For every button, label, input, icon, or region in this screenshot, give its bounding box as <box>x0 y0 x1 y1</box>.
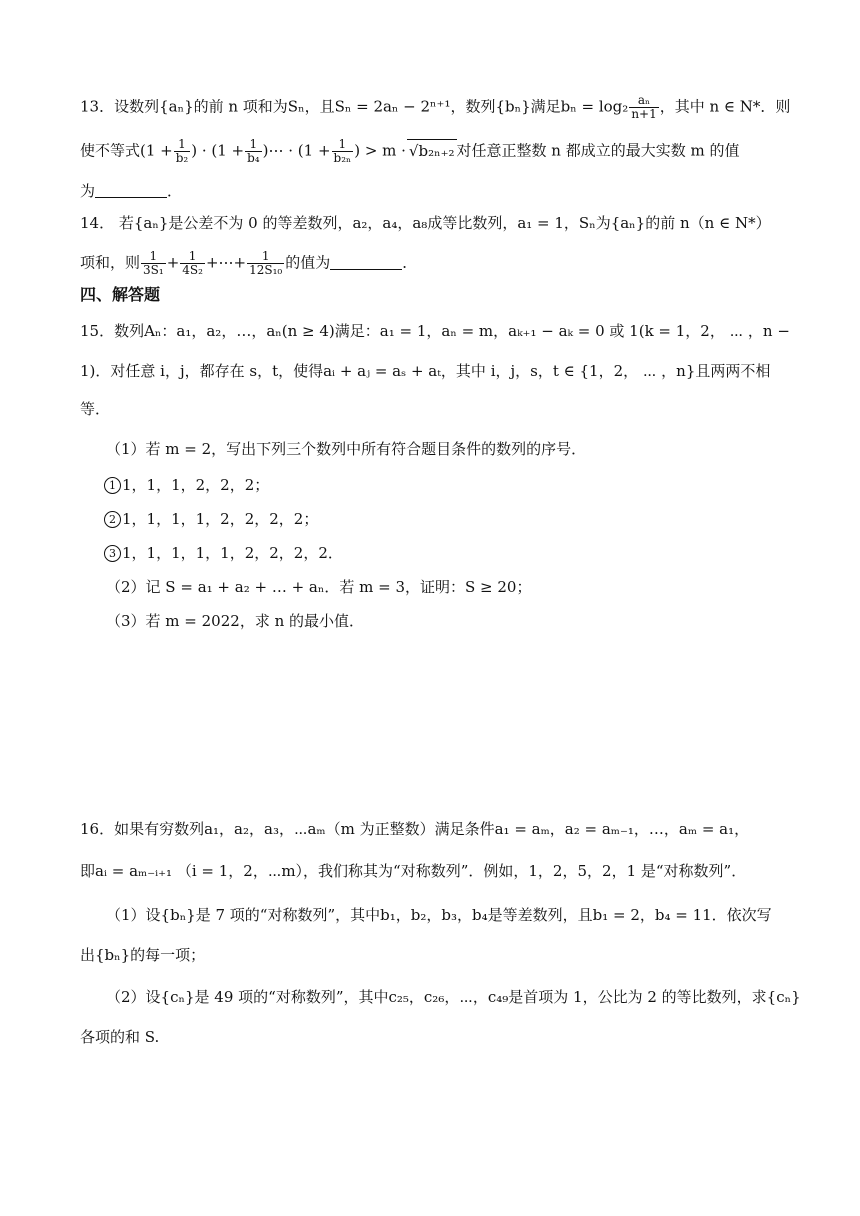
q15-line-3: 等． <box>80 400 111 418</box>
q16-line-2: 即aᵢ = aₘ₋ᵢ₊₁ （i = 1，2，⋯m），我们称其为“对称数列”．例如，1，2，5，2，1 是“对称数列”． <box>80 862 747 880</box>
q15-line-2: 1)．对任意 i，j，都存在 s，t，使得aᵢ + aⱼ = aₛ + aₜ，其中 i，j，s，t ∈ {1，2， ⋯ ，n}且两两不相 <box>80 362 771 380</box>
circled-number-2: 2 <box>104 511 121 528</box>
q15-option-3: 3 1，1，1，1，1，2，2，2，2． <box>104 542 804 564</box>
q14-line-1: 14． 若{aₙ}是公差不为 0 的等差数列，a₂，a₄，a₈成等比数列，a₁ = 1，Sₙ为{aₙ}的前 n（n ∈ N*） <box>80 214 771 232</box>
answer-blank[interactable] <box>330 255 402 270</box>
answer-blank[interactable] <box>95 183 167 198</box>
q16-part-1-a: （1）设{bₙ}是 7 项的“对称数列”，其中b₁，b₂，b₃，b₄是等差数列，且b₁ = 2，b₄ = 11．依次写 <box>106 906 772 924</box>
q16-part-2-a: （2）设{cₙ}是 49 项的“对称数列”，其中c₂₅，c₂₆，⋯，c₄₉是首项为 1，公比为 2 的等比数列，求{cₙ} <box>106 988 801 1006</box>
q15-line-1: 15．数列Aₙ：a₁，a₂，…，aₙ(n ≥ 4)满足：a₁ = 1，aₙ = m，aₖ₊₁ − aₖ = 0 或 1(k = 1，2， ⋯ ，n − <box>80 322 790 340</box>
q15-part-2: （2）记 S = a₁ + a₂ + … + aₙ．若 m = 3，证明：S ≥ 20； <box>106 578 532 596</box>
q14-fraction-1: $\frac{1}{\text{3S₁}}$ <box>143 249 164 277</box>
q14-fraction-2: $\frac{1}{\text{4S₂}}$ <box>182 249 203 277</box>
q16-part-1-b: 出{bₙ}的每一项； <box>80 946 206 964</box>
q15-part-1: （1）若 m = 2，写出下列三个数列中所有符合题目条件的数列的序号． <box>106 440 587 458</box>
q15-option-2: 2 1，1，1，1，2，2，2，2； <box>104 508 804 530</box>
q13-fraction-b2: $\frac{1}{\text{b₂}}$ <box>175 137 189 165</box>
circled-number-3: 3 <box>104 545 121 562</box>
q13-text-1-tail: ，其中 n ∈ N*．则 <box>659 97 791 116</box>
circled-number-1: 1 <box>104 477 121 494</box>
q15-part-3: （3）若 m = 2022，求 n 的最小值． <box>106 612 365 630</box>
q13-text-1: 13．设数列{aₙ}的前 n 项和为Sₙ，且Sₙ = 2aₙ − 2ⁿ⁺¹，数列{bₙ}满足bₙ = log₂ <box>80 97 629 116</box>
q14-fraction-3: $\frac{1}{\text{12S₁₀}}$ <box>249 249 283 277</box>
q13-sqrt: √b₂ₙ₊₂ <box>407 139 457 162</box>
q16-line-1: 16．如果有穷数列a₁，a₂，a₃，⋯aₘ（m 为正整数）满足条件a₁ = aₘ，a₂ = aₘ₋₁，…，aₘ = a₁， <box>80 820 750 838</box>
q15-option-1: 1 1，1，1，2，2，2； <box>104 474 804 496</box>
q13-fraction-b4: $\frac{1}{\text{b₄}}$ <box>247 137 260 165</box>
q13-line-1 <box>80 93 791 121</box>
q13-fraction-an: $\frac{\text{aₙ}}{n+1}$ <box>631 93 657 121</box>
q13-line-2: 使不等式(1 + $\frac{1}{\text{b₂}}$ ) · (1 + $\frac{1}{\text{b₄}}$ )⋯ · (1 + $\frac{1}{\text{b₂ₙ}}$ ) > m · √b₂ₙ₊₂ 对任意正整数 n 都成立的最大实数 m 的值 <box>80 137 740 165</box>
q13-fraction-b2n: $\frac{1}{\text{b₂ₙ}}$ <box>333 137 352 165</box>
q16-part-2-b: 各项的和 S. <box>80 1028 160 1046</box>
q13-line-3: 为 ． <box>80 182 183 200</box>
q14-line-2: 项和，则 $\frac{1}{\text{3S₁}}$ + $\frac{1}{\text{4S₂}}$ +⋯+ $\frac{1}{\text{12S₁₀}}$ 的值为 ． <box>80 249 418 277</box>
section-heading: 四、解答题 <box>80 285 161 304</box>
